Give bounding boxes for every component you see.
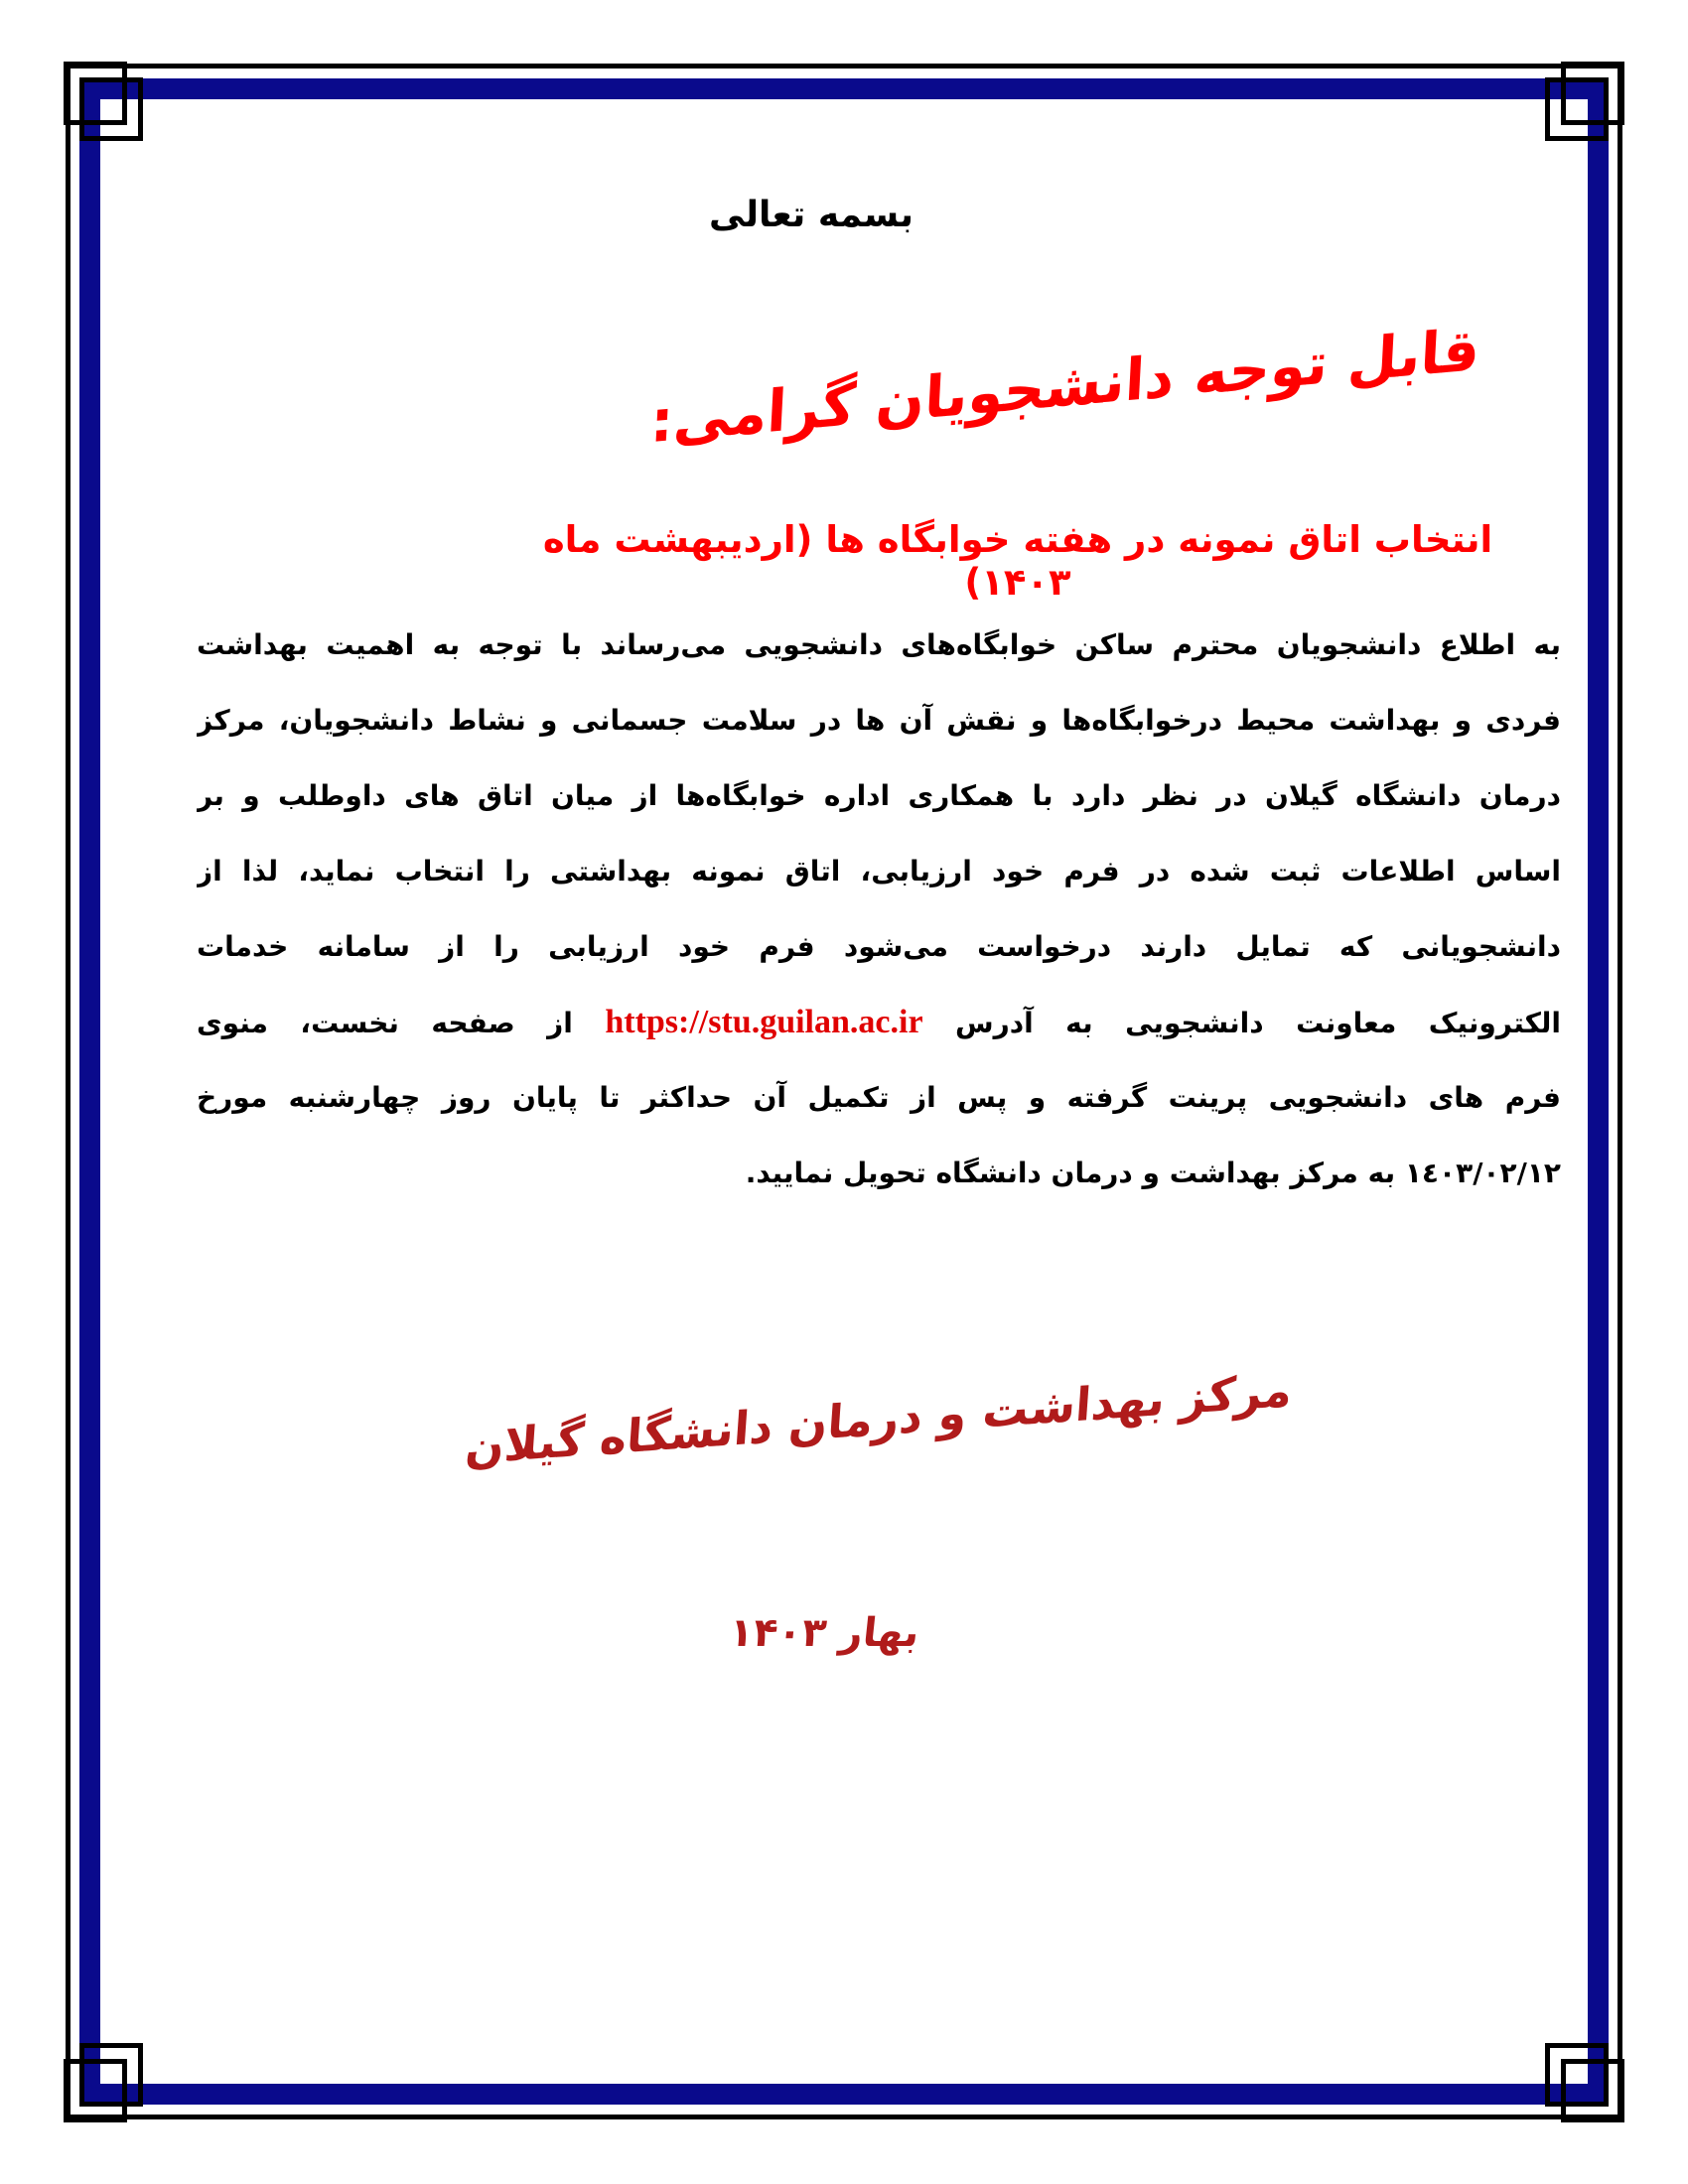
announcement-body (197, 608, 1561, 1211)
corner-ornament-bottom-left-inner (79, 2043, 143, 2107)
bismillah-text: بسمه تعالی (709, 195, 914, 235)
paragraph-line-last: ١٤٠٣/٠٢/١٢ به مرکز بهداشت و درمان دانشگاه تحویل نمایید. (745, 1157, 1561, 1189)
paragraph-line: درمان دانشگاه گیلان در نظر دارد با همکاری اداره خوابگاه‌ها از میان اتاق های داوطلب و بر (197, 779, 1561, 812)
attention-calligraphy-heading: قابل توجه دانشجویان گرامی: (648, 315, 1481, 457)
season-year-text: بهار ۱۴۰۳ (727, 1610, 921, 1656)
link-line-post-text: از صفحه نخست، منوی (197, 1007, 573, 1039)
notice-title: انتخاب اتاق نمونه در هفته خوابگاه ها (اردیبهشت ماه ۱۴۰۳) (542, 518, 1493, 604)
paragraph-line: فردی و بهداشت محیط درخوابگاه‌ها و نقش آن ها در سلامت جسمانی و نشاط دانشجویان، مرکز (197, 704, 1561, 737)
corner-ornament-top-right-inner (1545, 77, 1609, 141)
paragraph-line: دانشجویانی که تمایل دارند درخواست می‌شود فرم خود ارزیابی را از سامانه خدمات (197, 930, 1561, 963)
corner-ornament-top-left-inner (79, 77, 143, 141)
paragraph-line: فرم های دانشجویی پرینت گرفته و پس از تکمیل آن حداکثر تا پایان روز چهارشنبه مورخ (197, 1081, 1561, 1114)
paragraph-line: اساس اطلاعات ثبت شده در فرم خود ارزیابی، اتاق نمونه بهداشتی را انتخاب نماید، لذا از (197, 855, 1561, 887)
corner-ornament-bottom-right-inner (1545, 2043, 1609, 2107)
paragraph-line-with-link (197, 985, 1561, 1060)
portal-url-link[interactable]: https://stu.guilan.ac.ir (605, 1004, 923, 1040)
signature-calligraphy: مرکز بهداشت و درمان دانشگاه گیلان (463, 1362, 1295, 1475)
paragraph-line: به اطلاع دانشجویان محترم ساکن خوابگاه‌های دانشجویی می‌رساند با توجه به اهمیت بهداشت (197, 628, 1561, 661)
link-line-pre-text: الکترونیک معاونت دانشجویی به آدرس (955, 1007, 1561, 1039)
